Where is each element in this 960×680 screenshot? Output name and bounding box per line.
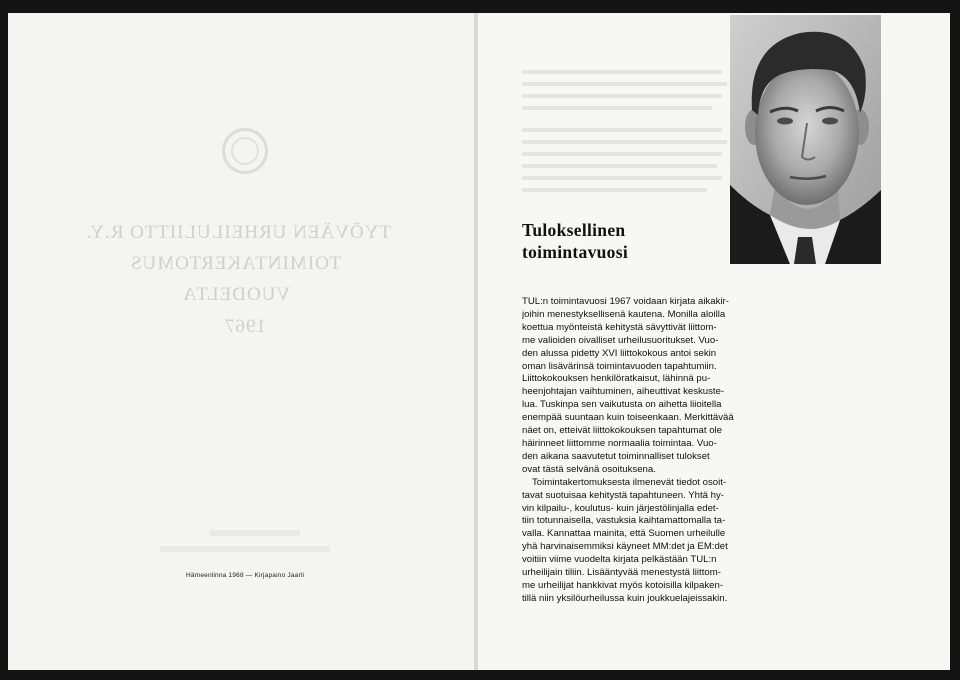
body-text-line: urheilijain tiliin. Lisääntyvää menestystä liittom- <box>522 567 721 579</box>
ghost-title-line-2: TOIMINTAKERTOMUS <box>130 253 342 274</box>
body-text-line: den alussa pidetty XVI liittokokous antoi sekin <box>522 347 717 359</box>
body-text-line: heenjohtajan vaihtuminen, aiheuttivat keskuste- <box>522 386 725 398</box>
body-text-line: Liittokokouksen henkilöratkaisut, lähinnä pu- <box>522 373 711 385</box>
body-text-line: lua. Tuskinpa sen vaikutusta on aihetta liioitella <box>522 399 722 411</box>
ghost-text-smudge <box>210 530 300 536</box>
ghost-title-line-1: TYÖVÄEN URHEILULIITTO R.Y. <box>86 222 391 243</box>
portrait-icon <box>730 15 881 264</box>
ghost-text-smudge <box>522 106 712 110</box>
body-text-line: valla. Kannattaa mainita, että Suomen urheilulle <box>522 528 726 540</box>
title-line: Tuloksellinen <box>522 220 626 240</box>
ghost-text-smudge <box>522 82 727 86</box>
body-text-line: oman lisävärinsä toimintavuoden tapahtumiin. <box>522 360 717 372</box>
body-text-line: voitiin viime vuodelta kirjata pelkästään TUL:n <box>522 554 717 566</box>
ghost-title-line-3: VUODELTA <box>182 284 291 305</box>
body-text-line: enempää suuntaan kuin toiseenkaan. Merkittävää <box>522 412 734 424</box>
colophon: Hämeenlinna 1968 — Kirjapaino Jaarli <box>186 572 305 579</box>
body-text-line: den aikana saavutetut toiminnalliset tulokset <box>522 450 710 462</box>
portrait-photo <box>730 15 881 264</box>
body-text-line: me urheilijat hankkivat myös kotoisilla kilpaken- <box>522 579 724 591</box>
ghost-text-smudge <box>522 70 722 74</box>
body-text-line: joihin menestyksellisenä kautena. Monilla aloilla <box>522 308 726 320</box>
article-body <box>522 296 784 606</box>
title-line: toimintavuosi <box>522 242 628 262</box>
body-text-line: tiin totunnaisella, vastuksia kaihtamattomalla ta- <box>522 515 726 527</box>
ghost-text-smudge <box>522 94 722 98</box>
body-text-line: häirinneet liittomme normaalia toimintaa. Vuo- <box>522 437 717 449</box>
body-text-line: tavat suotuisaa kehitystä tapahtuneen. Yhtä hy- <box>522 489 724 501</box>
ghost-text-smudge <box>160 546 330 552</box>
tul-emblem-showthrough-icon <box>222 128 268 174</box>
article-title <box>522 219 628 263</box>
body-text-line: tillä niin yksilöurheilussa kuin joukkuelajeissakin. <box>522 592 728 604</box>
body-text-line: Toimintakertomuksesta ilmenevät tiedot osoit- <box>532 476 727 488</box>
ghost-text-smudge <box>522 140 727 144</box>
ghost-text-smudge <box>522 188 707 192</box>
ghost-text-smudge <box>522 128 722 132</box>
body-text-line: näet on, etteivät liittokokouksen tapahtumat ole <box>522 425 722 437</box>
ghost-title-line-4: 1967 <box>224 316 266 337</box>
body-text-line: me valioiden oivalliset urheilusuoritukset. Vuo- <box>522 334 719 346</box>
body-text-line: TUL:n toimintavuosi 1967 voidaan kirjata aikakir- <box>522 296 729 307</box>
ghost-text-smudge <box>522 176 722 180</box>
ghost-text-smudge <box>522 164 717 168</box>
body-text-line: ovat tästä selvänä osoituksena. <box>522 463 656 475</box>
body-text-line: yhä harvinaisemmiksi käyneet MM:det ja EM:det <box>522 541 728 553</box>
ghost-text-smudge <box>522 152 722 156</box>
body-text-line: koettua myönteistä kehitystä sävyttivät liittom- <box>522 321 717 333</box>
body-text-line: vin kilpailu-, koulutus- kuin järjestölinjalla edet- <box>522 502 719 514</box>
